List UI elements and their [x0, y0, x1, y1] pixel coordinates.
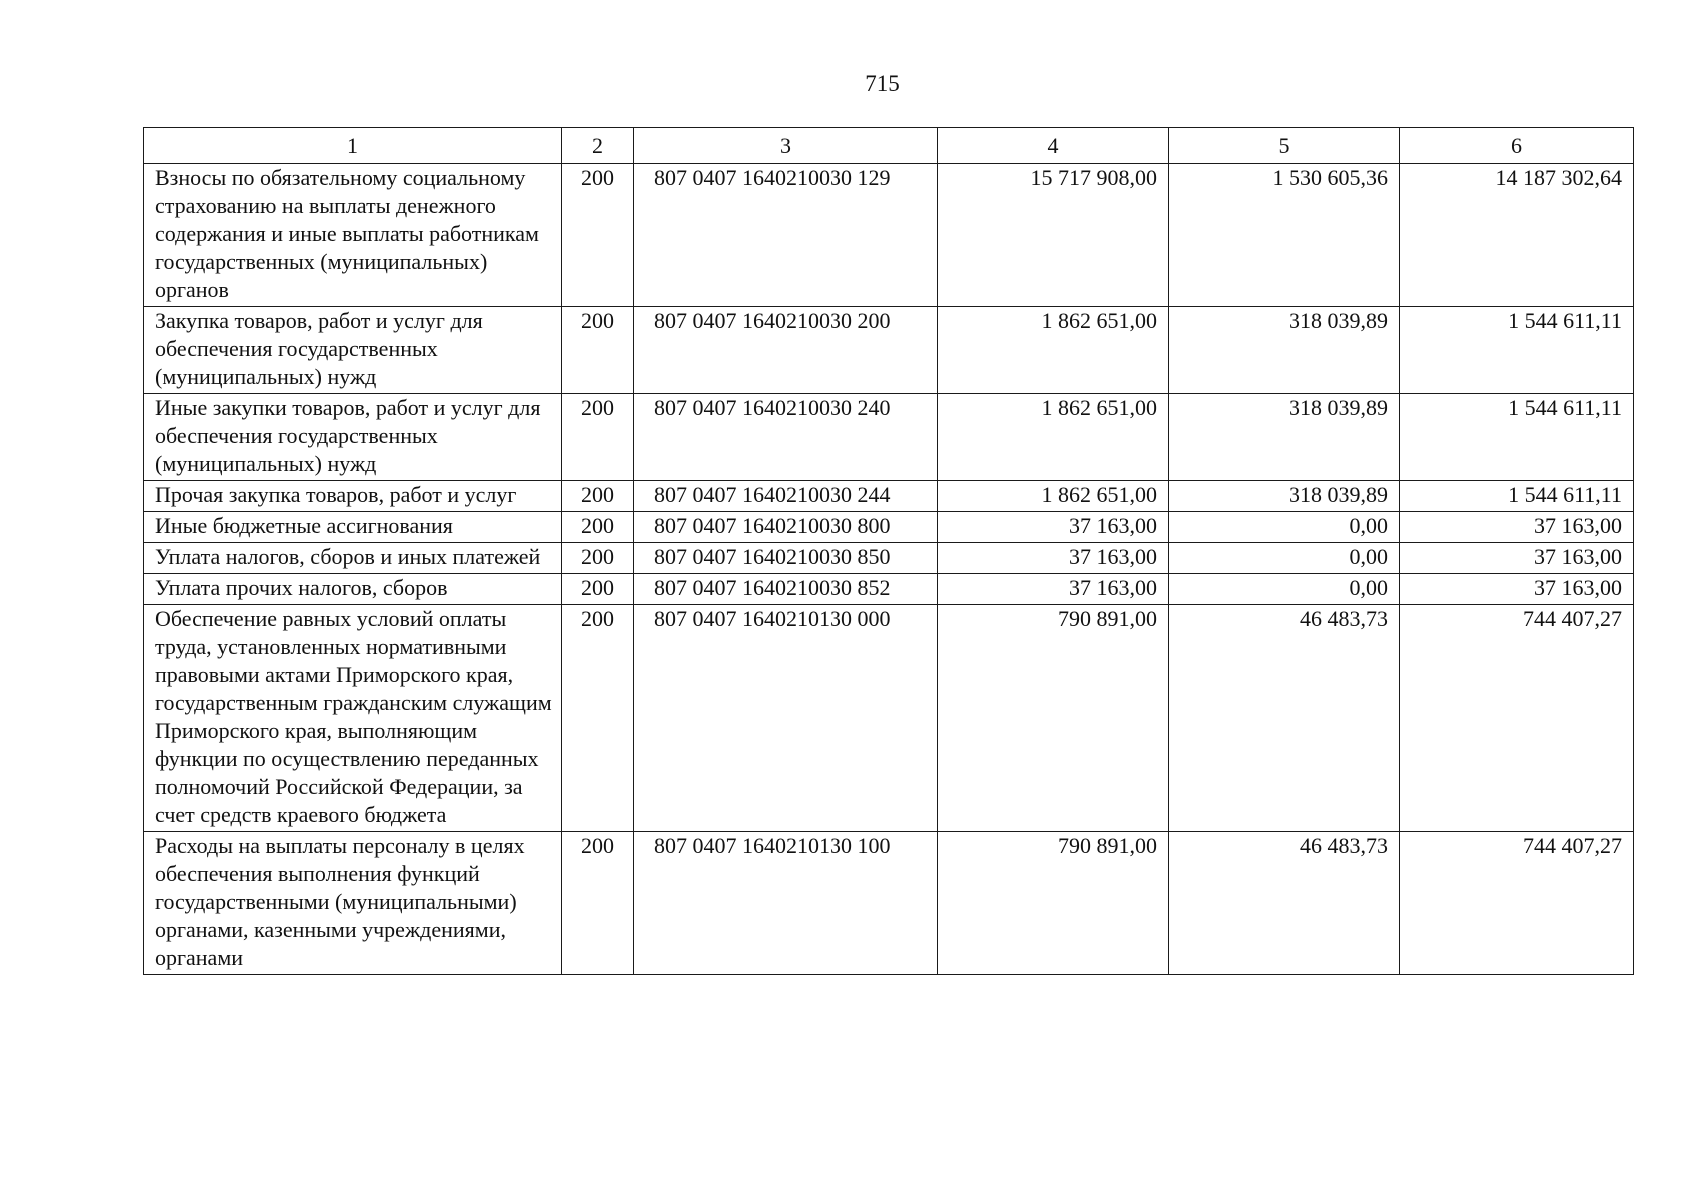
approved-amount-cell: 37 163,00 — [938, 512, 1169, 543]
table-row — [144, 164, 1634, 307]
table-row — [144, 394, 1634, 481]
classification-code-cell: 807 0407 1640210130 000 — [634, 605, 938, 832]
classification-code-cell: 807 0407 1640210030 244 — [634, 481, 938, 512]
table-row — [144, 605, 1634, 832]
executed-amount-cell: 0,00 — [1169, 574, 1400, 605]
table-row — [144, 543, 1634, 574]
line-code-cell: 200 — [562, 394, 634, 481]
approved-amount-cell: 15 717 908,00 — [938, 164, 1169, 307]
column-header: 6 — [1400, 128, 1634, 164]
column-header: 1 — [144, 128, 562, 164]
classification-code-cell: 807 0407 1640210030 200 — [634, 307, 938, 394]
table-row — [144, 512, 1634, 543]
classification-code-cell: 807 0407 1640210030 129 — [634, 164, 938, 307]
expense-name-cell: Обеспечение равных условий оплаты труда, установленных нормативными правовыми актами Приморского края, государственным гражданским служащим Приморского края, выполняющим функции по осуществлению переданных полномочий Российской Федерации, за счет средств краевого бюджета — [144, 605, 562, 832]
expense-name-cell: Уплата налогов, сборов и иных платежей — [144, 543, 562, 574]
expense-name-cell: Закупка товаров, работ и услуг для обеспечения государственных (муниципальных) нужд — [144, 307, 562, 394]
expense-name-cell: Прочая закупка товаров, работ и услуг — [144, 481, 562, 512]
unexecuted-amount-cell: 37 163,00 — [1400, 512, 1634, 543]
executed-amount-cell: 318 039,89 — [1169, 307, 1400, 394]
expense-name-cell: Уплата прочих налогов, сборов — [144, 574, 562, 605]
expense-name-cell: Иные бюджетные ассигнования — [144, 512, 562, 543]
expense-name-cell: Расходы на выплаты персоналу в целях обеспечения выполнения функций государственными (муниципальными) органами, казенными учреждениями, органами — [144, 832, 562, 975]
executed-amount-cell: 46 483,73 — [1169, 605, 1400, 832]
unexecuted-amount-cell: 1 544 611,11 — [1400, 481, 1634, 512]
classification-code-cell: 807 0407 1640210030 800 — [634, 512, 938, 543]
unexecuted-amount-cell: 1 544 611,11 — [1400, 394, 1634, 481]
line-code-cell: 200 — [562, 512, 634, 543]
line-code-cell: 200 — [562, 481, 634, 512]
column-header: 4 — [938, 128, 1169, 164]
line-code-cell: 200 — [562, 164, 634, 307]
table-row — [144, 574, 1634, 605]
header-row — [144, 128, 1634, 164]
classification-code-cell: 807 0407 1640210130 100 — [634, 832, 938, 975]
executed-amount-cell: 1 530 605,36 — [1169, 164, 1400, 307]
line-code-cell: 200 — [562, 574, 634, 605]
executed-amount-cell: 318 039,89 — [1169, 481, 1400, 512]
executed-amount-cell: 0,00 — [1169, 543, 1400, 574]
line-code-cell: 200 — [562, 605, 634, 832]
unexecuted-amount-cell: 744 407,27 — [1400, 832, 1634, 975]
page-number: 715 — [865, 71, 900, 96]
expense-name-cell: Иные закупки товаров, работ и услуг для обеспечения государственных (муниципальных) нужд — [144, 394, 562, 481]
line-code-cell: 200 — [562, 543, 634, 574]
approved-amount-cell: 37 163,00 — [938, 543, 1169, 574]
approved-amount-cell: 790 891,00 — [938, 605, 1169, 832]
approved-amount-cell: 1 862 651,00 — [938, 307, 1169, 394]
column-header: 3 — [634, 128, 938, 164]
line-code-cell: 200 — [562, 832, 634, 975]
table-row — [144, 832, 1634, 975]
executed-amount-cell: 318 039,89 — [1169, 394, 1400, 481]
expense-name-cell: Взносы по обязательному социальному страхованию на выплаты денежного содержания и иные выплаты работникам государственных (муниципальных) органов — [144, 164, 562, 307]
unexecuted-amount-cell: 37 163,00 — [1400, 543, 1634, 574]
unexecuted-amount-cell: 744 407,27 — [1400, 605, 1634, 832]
unexecuted-amount-cell: 37 163,00 — [1400, 574, 1634, 605]
executed-amount-cell: 0,00 — [1169, 512, 1400, 543]
budget-table — [143, 127, 1634, 975]
approved-amount-cell: 790 891,00 — [938, 832, 1169, 975]
classification-code-cell: 807 0407 1640210030 240 — [634, 394, 938, 481]
classification-code-cell: 807 0407 1640210030 850 — [634, 543, 938, 574]
line-code-cell: 200 — [562, 307, 634, 394]
table-row — [144, 307, 1634, 394]
unexecuted-amount-cell: 14 187 302,64 — [1400, 164, 1634, 307]
column-header: 2 — [562, 128, 634, 164]
approved-amount-cell: 37 163,00 — [938, 574, 1169, 605]
column-header: 5 — [1169, 128, 1400, 164]
executed-amount-cell: 46 483,73 — [1169, 832, 1400, 975]
unexecuted-amount-cell: 1 544 611,11 — [1400, 307, 1634, 394]
table-row — [144, 481, 1634, 512]
classification-code-cell: 807 0407 1640210030 852 — [634, 574, 938, 605]
approved-amount-cell: 1 862 651,00 — [938, 481, 1169, 512]
approved-amount-cell: 1 862 651,00 — [938, 394, 1169, 481]
